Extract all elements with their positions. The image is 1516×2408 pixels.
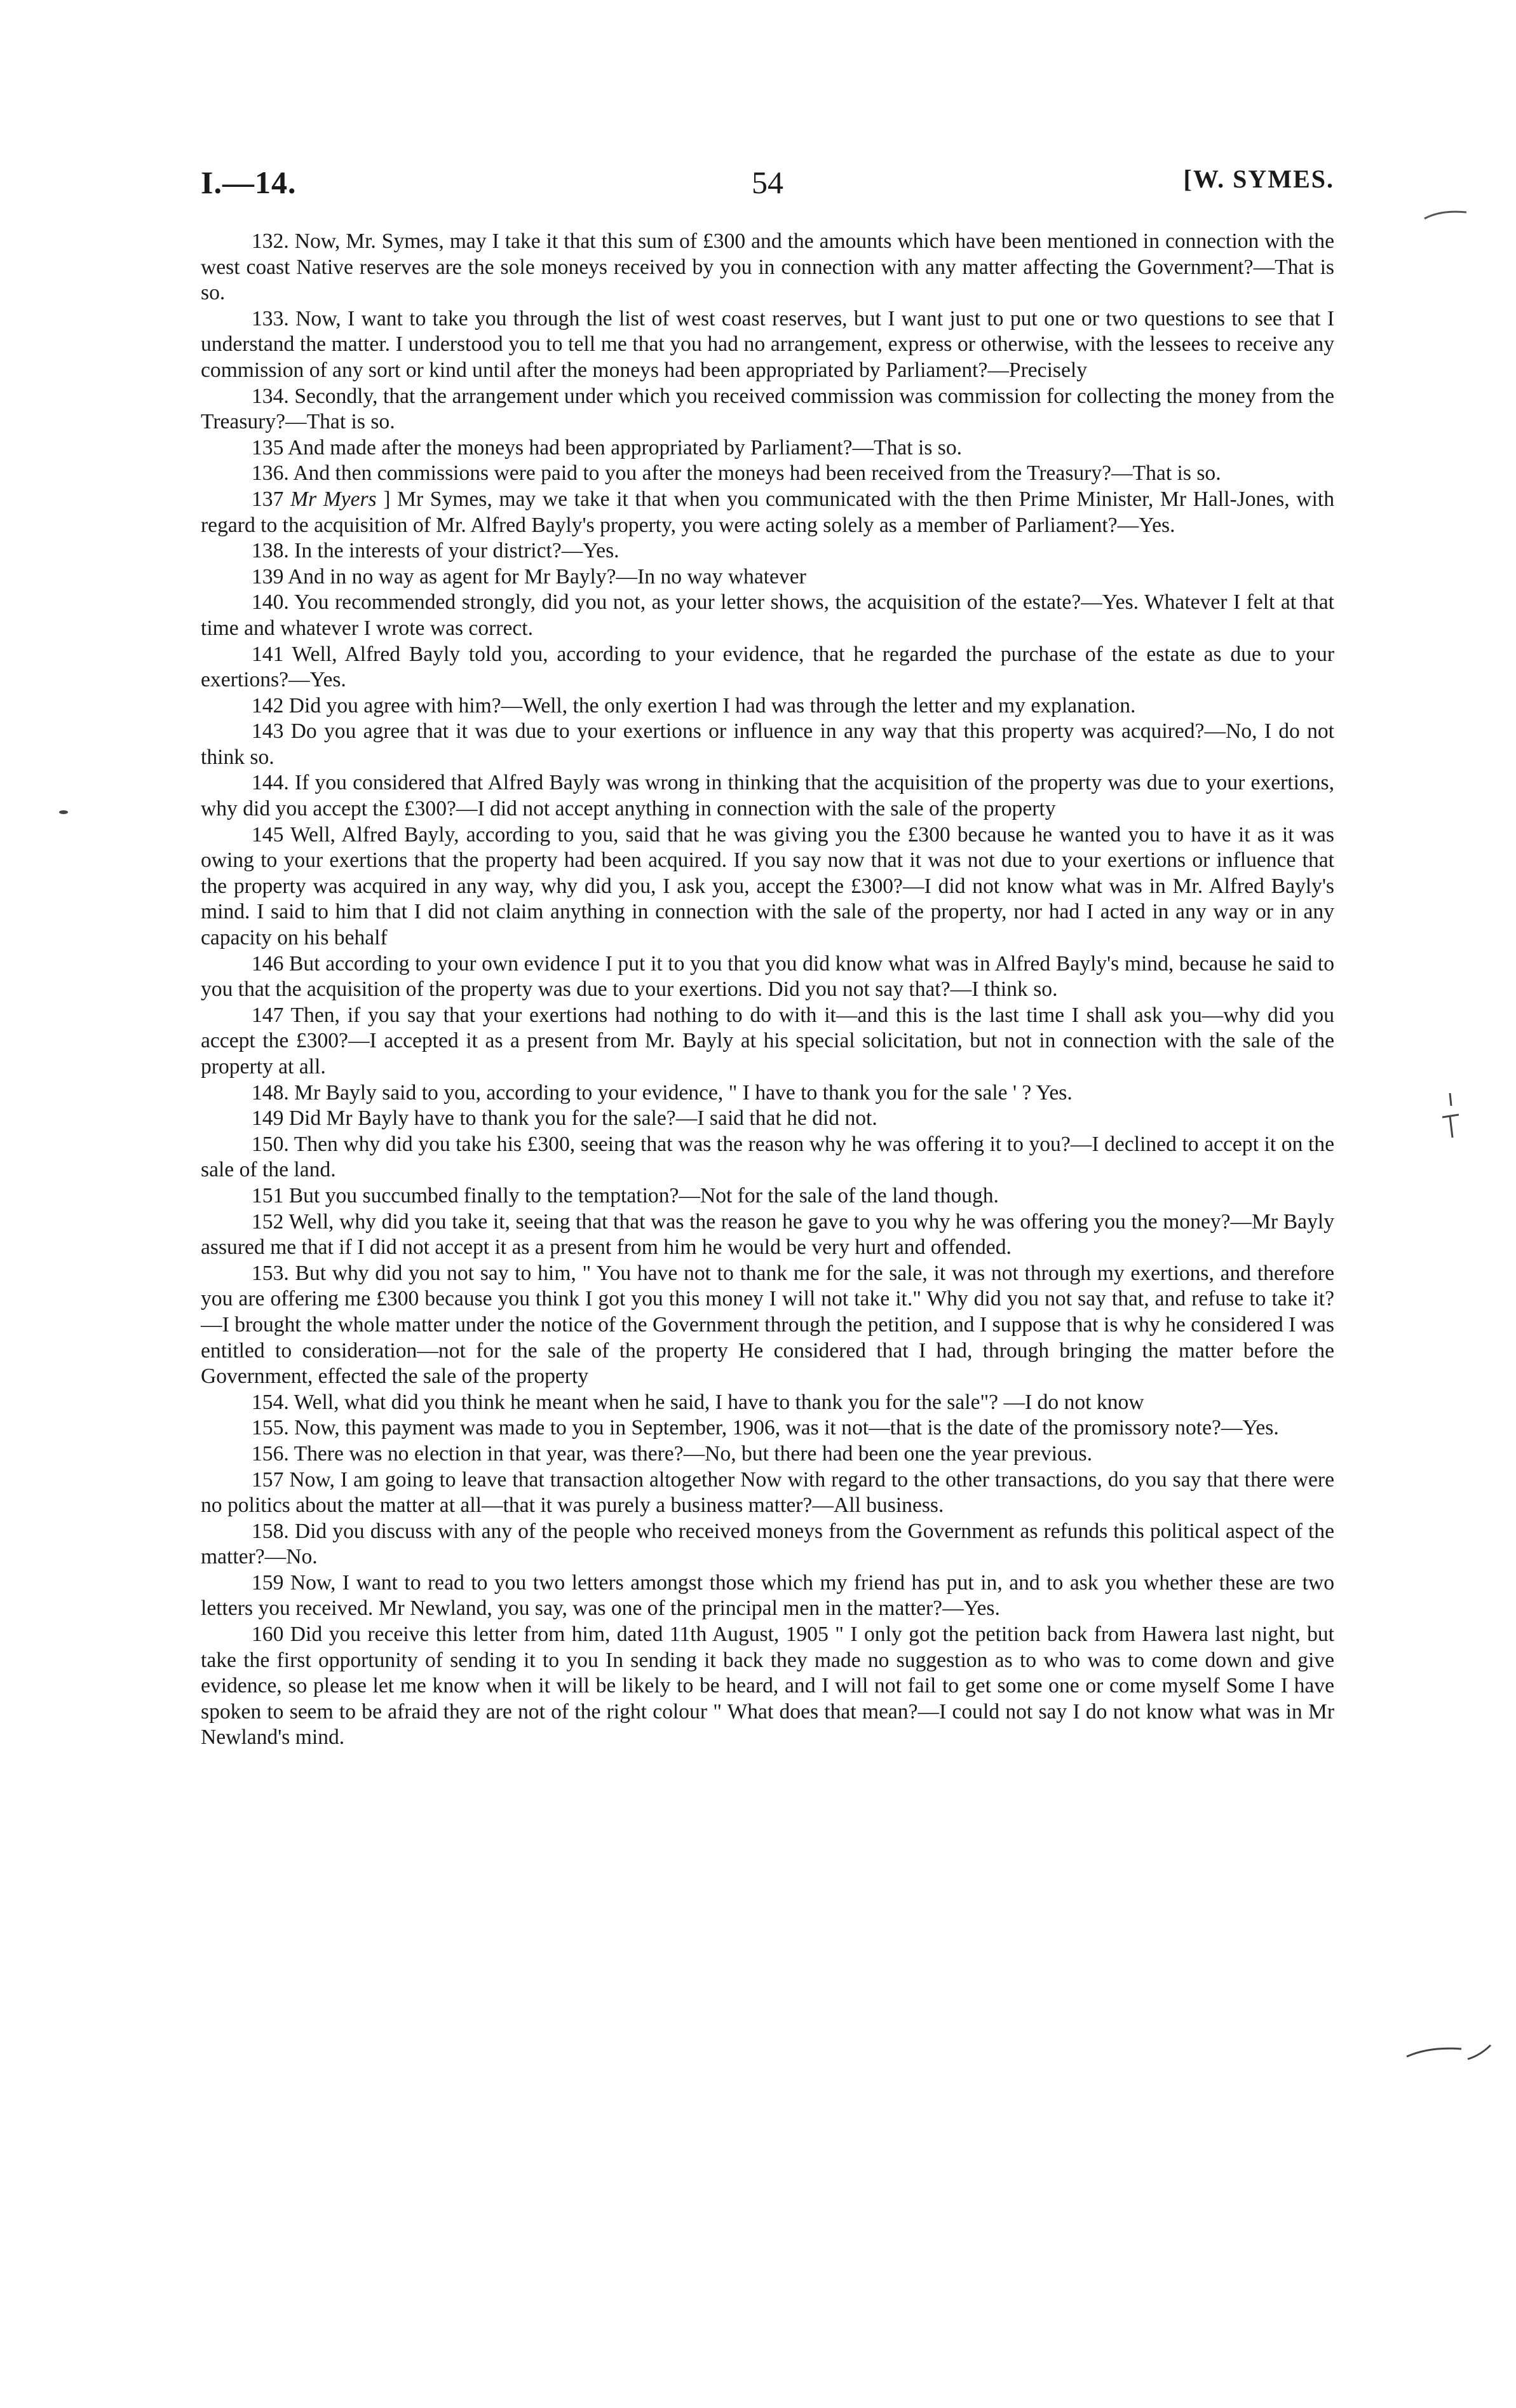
question-number: 159 — [252, 1570, 284, 1595]
question-paragraph — [201, 487, 1334, 538]
question-number: 145 — [252, 822, 284, 847]
question-paragraph — [201, 1261, 1334, 1390]
question-text: Mr Bayly said to you, according to your evidence, " I have to thank you for the sale ' ? Yes. — [294, 1080, 1073, 1105]
question-text: Well, Alfred Bayly told you, according to your evidence, that he regarded the purchase of the estate as due to your exertions?—Yes. — [201, 642, 1334, 692]
question-text: But you succumbed finally to the temptation?—Not for the sale of the land though. — [288, 1183, 999, 1207]
question-text: There was no election in that year, was there?—No, but there had been one the year previous. — [294, 1441, 1092, 1466]
question-number: 149 — [252, 1106, 284, 1131]
question-text: Did Mr Bayly have to thank you for the sale?—I said that he did not. — [288, 1106, 877, 1131]
margin-pencil-mark-icon — [1404, 2034, 1493, 2072]
question-paragraph — [201, 384, 1334, 435]
question-paragraph — [201, 642, 1334, 693]
question-paragraph — [201, 1467, 1334, 1519]
question-paragraph — [201, 1415, 1334, 1441]
question-paragraph — [201, 1106, 1334, 1132]
question-paragraph — [201, 538, 1334, 564]
question-paragraph — [201, 229, 1334, 306]
question-paragraph — [201, 1003, 1334, 1080]
question-paragraph — [201, 1622, 1334, 1751]
question-number: 146 — [252, 951, 284, 976]
question-text: Well, what did you think he meant when he said, I have to thank you for the sale"? —I do not know — [294, 1390, 1144, 1414]
question-number: 150. — [252, 1132, 289, 1156]
question-paragraph — [201, 306, 1334, 384]
question-number: 156. — [252, 1441, 289, 1466]
question-text: Now, I am going to leave that transaction altogether Now with regard to the other transactions, do you say that there were no politics about the matter at all—that it was purely a business matter?—All business. — [201, 1467, 1334, 1518]
question-text: If you considered that Alfred Bayly was wrong in thinking that the acquisition of the property was due to your exertions, why did you accept the £300?—I did not accept anything in connection with the sale of the property — [201, 771, 1334, 821]
question-text: Now, Mr. Symes, may I take it that this sum of £300 and the amounts which have been mentioned in connection with the west coast Native reserves are the sole moneys received by you in connection with any matter affecting the Government?—That is so. — [201, 229, 1334, 305]
evidence-transcript — [201, 229, 1334, 1751]
question-paragraph — [201, 1183, 1334, 1209]
question-text: Then, if you say that your exertions had nothing to do with it—and this is the last time I shall ask you—why did you accept the £300?—I accepted it as a present from Mr. Bayly at his special solicitation, but not in connection with the sale of the property at all. — [201, 1003, 1334, 1078]
witness-name: [W. SYMES. — [1183, 165, 1334, 193]
question-text: Well, Alfred Bayly, according to you, said that he was giving you the £300 because he wanted you to have it as it was owing to your exertions that the property had been acquired. If you say now that it was not due to your exertions or influence that the property was acquired in any way, why did you, I ask you, accept the £300?—I did not know what was in Mr. Alfred Bayly's mind. I said to him that I did not claim anything in connection with the sale of the property, nor had I acted in any way or in any capacity on his behalf — [201, 822, 1334, 950]
question-number: 136. — [252, 461, 289, 486]
question-number: 152 — [252, 1209, 284, 1234]
page-header — [201, 164, 1334, 208]
question-paragraph — [201, 719, 1334, 770]
question-text: And made after the moneys had been appropriated by Parliament?—That is so. — [287, 435, 963, 459]
question-paragraph — [201, 693, 1334, 719]
question-text: In the interests of your district?—Yes. — [294, 539, 619, 563]
question-paragraph — [201, 1132, 1334, 1183]
question-text: You recommended strongly, did you not, as your letter shows, the acquisition of the estate?—Yes. Whatever I felt at that time and whatever I wrote was correct. — [201, 590, 1334, 640]
question-text: Did you discuss with any of the people who received moneys from the Government as refunds this political aspect of the matter?—No. — [201, 1519, 1334, 1569]
question-number: 132. — [252, 229, 289, 253]
question-paragraph — [201, 564, 1334, 590]
question-paragraph — [201, 951, 1334, 1003]
question-number: 143 — [252, 719, 284, 744]
document-reference: I.—14. — [201, 165, 297, 200]
question-paragraph — [201, 1080, 1334, 1106]
question-number: 138. — [252, 539, 289, 563]
question-number: 140. — [252, 590, 289, 615]
question-text: Well, why did you take it, seeing that that was the reason he gave to you why he was offering you the money?—Mr Bayly assured me that if I did not accept it as a present from him he would be very hurt and offended. — [201, 1209, 1334, 1260]
question-text: And then commissions were paid to you after the moneys had been received from the Treasury?—That is so. — [293, 461, 1221, 486]
question-paragraph — [201, 770, 1334, 822]
question-paragraph — [201, 590, 1334, 641]
question-number: 139 — [252, 564, 284, 588]
question-number: 155. — [252, 1416, 289, 1440]
speaker-name: Mr Myers — [290, 487, 377, 511]
question-paragraph — [201, 435, 1334, 461]
question-number: 137 — [252, 487, 284, 511]
question-text: Do you agree that it was due to your exertions or influence in any way that this property was acquired?—No, I do not think so. — [201, 719, 1334, 769]
question-text: Secondly, that the arrangement under which you received commission was commission for collecting the money from the Treasury?—That is so. — [201, 384, 1334, 434]
question-number: 153. — [252, 1261, 289, 1285]
question-text: Now, I want to read to you two letters amongst those which my friend has put in, and to ask you whether these are two letters you received. Mr Newland, you say, was one of the principal men in the matter?—Yes. — [201, 1570, 1334, 1621]
margin-pencil-mark-icon — [1422, 202, 1473, 228]
question-number: 142 — [252, 693, 284, 718]
question-text: Did you agree with him?—Well, the only exertion I had was through the letter and my explanation. — [288, 693, 1136, 718]
question-text: Now, I want to take you through the list of west coast reserves, but I want just to put one or two questions to see that I understand the matter. I understood you to tell me that you had no arrangement, express or otherwise, with the lessees to receive any commission of any sort or kind until after the moneys had been appropriated by Parliament?—Precisely — [201, 306, 1334, 382]
question-paragraph — [201, 1570, 1334, 1622]
question-number: 154. — [252, 1390, 289, 1414]
question-number: 134. — [252, 384, 289, 408]
question-number: 141 — [252, 642, 284, 666]
question-paragraph — [201, 1390, 1334, 1416]
margin-tick-mark-icon — [1437, 1087, 1463, 1150]
question-paragraph — [201, 822, 1334, 951]
page-number: 54 — [752, 165, 783, 200]
question-number: 135 — [252, 435, 284, 459]
question-number: 147 — [252, 1003, 284, 1027]
question-text: And in no way as agent for Mr Bayly?—In no way whatever — [287, 564, 806, 588]
question-paragraph — [201, 461, 1334, 487]
question-text: But why did you not say to him, " You have not to thank me for the sale, it was not through my exertions, and therefore you are offering me £300 because you think I got you this money I will not take it." Why did you not say that, and refuse to take it?—I brought the whole matter under the notice of the Government through the petition, and I suppose that is why he considered I was entitled to consideration—not for the sale of the property He considered that I had, through bringing the matter before the Government, effected the sale of the property — [201, 1261, 1334, 1389]
question-number: 158. — [252, 1519, 289, 1543]
question-paragraph — [201, 1441, 1334, 1467]
question-number: 160 — [252, 1622, 284, 1647]
question-number: 157 — [252, 1467, 284, 1492]
question-text: Now, this payment was made to you in September, 1906, was it not—that is the date of the promissory note?—Yes. — [294, 1416, 1279, 1440]
question-number: 151 — [252, 1183, 284, 1207]
question-paragraph — [201, 1519, 1334, 1570]
question-paragraph — [201, 1209, 1334, 1261]
question-number: 148. — [252, 1080, 289, 1105]
question-number: 144. — [252, 771, 289, 795]
question-text: ] Mr Symes, may we take it that when you communicated with the then Prime Minister, Mr Hall-Jones, with regard to the acquisition of Mr. Alfred Bayly's property, you were acting solely as a member of Parliament?—Yes. — [201, 487, 1334, 537]
question-text: Did you receive this letter from him, dated 11th August, 1905 " I only got the petition back from Hawera last night, but take the first opportunity of sending it to you In sending it back they made no suggestion as to who was to come down and give evidence, so please let me know when it will be likely to be heard, and I will not fail to get some one or come myself Some I have spoken to seem to be afraid they are not of the right colour " What does that mean?—I could not say I do not know what was in Mr Newland's mind. — [201, 1622, 1334, 1750]
question-number: 133. — [252, 306, 289, 330]
question-text: Then why did you take his £300, seeing that was the reason why he was offering it to you?—I declined to accept it on the sale of the land. — [201, 1132, 1334, 1182]
margin-dot-mark-icon — [57, 808, 70, 816]
question-text: But according to your own evidence I put it to you that you did know what was in Alfred Bayly's mind, because he said to you that the acquisition of the property was due to your exertions. Did you not say that?—I think so. — [201, 951, 1334, 1002]
